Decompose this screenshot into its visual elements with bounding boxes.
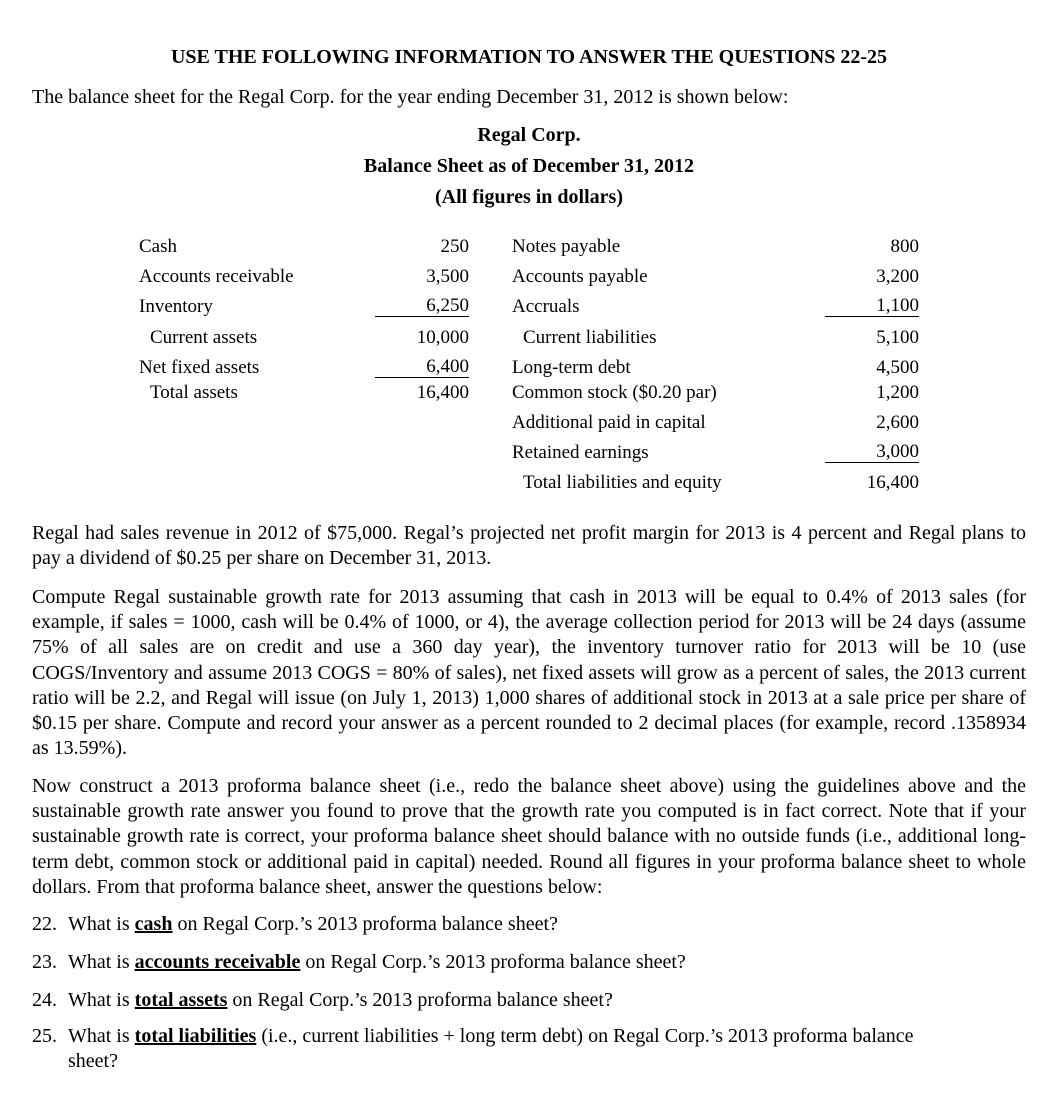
liability-label: Common stock ($0.20 par)	[512, 382, 717, 403]
liability-label: Additional paid in capital	[512, 412, 706, 433]
liability-value: 800	[890, 236, 919, 257]
asset-value: 250	[440, 236, 469, 257]
liability-label: Current liabilities	[523, 327, 657, 348]
question-text: What is	[68, 951, 135, 973]
question-25	[32, 1024, 1026, 1074]
question-text-continued: sheet?	[68, 1050, 118, 1072]
question-text: What is	[68, 1025, 135, 1047]
question-23	[32, 950, 686, 975]
liability-value: 16,400	[866, 472, 919, 493]
question-text: (i.e., current liabilities + long term debt) on Regal Corp.’s 2013 proforma balance	[256, 1025, 914, 1047]
asset-label: Cash	[139, 236, 177, 257]
question-number: 22.	[32, 913, 57, 935]
question-text: What is	[68, 913, 135, 935]
question-number: 23.	[32, 951, 57, 973]
asset-label: Total assets	[150, 382, 238, 403]
asset-label: Accounts receivable	[139, 266, 294, 287]
question-text: on Regal Corp.’s 2013 proforma balance sheet?	[300, 951, 686, 973]
asset-value: 3,500	[426, 266, 469, 287]
question-keyword: total liabilities	[134, 1025, 257, 1047]
liability-value: 5,100	[876, 327, 919, 348]
paragraph-proforma-instructions: Now construct a 2013 proforma balance sheet (i.e., redo the balance sheet above) using the guidelines above and the sustainable growth rate answer you found to prove that the growth rate you computed is in fact correct. Note that if your sustainable growth rate is correct, your proforma balance sheet should balance with no outside funds (i.e., additional long-term debt, common stock or additional paid in capital) needed. Round all figures in your proforma balance sheet to whole dollars. From that proforma balance sheet, answer the questions below:	[32, 775, 1026, 898]
question-22	[32, 912, 558, 937]
question-keyword: cash	[134, 913, 173, 935]
liability-value: 3,000	[825, 442, 919, 463]
intro-text: The balance sheet for the Regal Corp. for the year ending December 31, 2012 is shown below:	[32, 86, 789, 108]
paragraph-growth-instructions: Compute Regal sustainable growth rate for 2013 assuming that cash in 2013 will be equal to 0.4% of 2013 sales (for example, if sales = 1000, cash will be 0.4% of 1000, or 4), the average collection period for 2013 will be 24 days (assume 75% of all sales are on credit and use a 360 day year), the inventory turnover ratio for 2013 will be 10 (use COGS/Inventory and assume 2013 COGS = 80% of sales), net fixed assets will grow as a percent of sales, the 2013 current ratio will be 2.2, and Regal will issue (on July 1, 2013) 1,000 shares of additional stock in 2013 at a sale price per share of $0.15 per share. Compute and record your answer as a percent rounded to 2 decimal places (for example, record .1358934 as 13.59%).	[32, 586, 1026, 760]
liability-label: Total liabilities and equity	[523, 472, 722, 493]
question-text: What is	[68, 989, 135, 1011]
question-keyword: accounts receivable	[134, 951, 301, 973]
question-number: 24.	[32, 989, 57, 1011]
asset-label: Inventory	[139, 296, 213, 317]
question-number: 25.	[32, 1025, 57, 1047]
asset-label: Current assets	[150, 327, 258, 348]
liability-value: 4,500	[876, 357, 919, 378]
liability-value: 2,600	[876, 412, 919, 433]
question-keyword: total assets	[134, 989, 228, 1011]
liability-label: Accounts payable	[512, 266, 648, 287]
liability-value: 3,200	[876, 266, 919, 287]
asset-value: 6,250	[375, 296, 469, 317]
asset-value: 16,400	[416, 382, 469, 403]
liability-value: 1,200	[876, 382, 919, 403]
company-name: Regal Corp.	[477, 124, 581, 146]
question-24	[32, 988, 613, 1013]
liability-label: Long-term debt	[512, 357, 631, 378]
liability-label: Notes payable	[512, 236, 621, 257]
liability-value: 1,100	[825, 296, 919, 317]
asset-value: 10,000	[416, 327, 469, 348]
asset-value: 6,400	[375, 357, 469, 378]
paragraph-sales: Regal had sales revenue in 2012 of $75,000. Regal’s projected net profit margin for 2013 is 4 percent and Regal plans to pay a dividend of $0.25 per share on December 31, 2013.	[32, 522, 1026, 570]
question-text: on Regal Corp.’s 2013 proforma balance sheet?	[172, 913, 558, 935]
asset-label: Net fixed assets	[139, 357, 260, 378]
liability-label: Accruals	[512, 296, 580, 317]
page-heading: USE THE FOLLOWING INFORMATION TO ANSWER THE QUESTIONS 22-25	[170, 46, 888, 68]
liability-label: Retained earnings	[512, 442, 649, 463]
question-text: on Regal Corp.’s 2013 proforma balance sheet?	[227, 989, 613, 1011]
balance-sheet-subtitle: (All figures in dollars)	[435, 186, 623, 208]
balance-sheet-title: Balance Sheet as of December 31, 2012	[363, 155, 695, 177]
